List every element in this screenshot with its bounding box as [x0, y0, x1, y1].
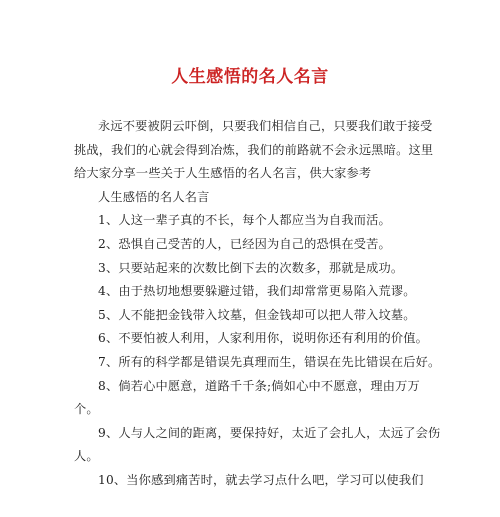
quote-item: 1、人这一辈子真的不长，每个人都应当为自我而活。: [98, 213, 391, 228]
section-heading: 人生感悟的名人名言: [98, 189, 210, 204]
document-title: 人生感悟的名人名言: [171, 67, 329, 87]
intro-paragraph: 永远不要被阴云吓倒，只要我们相信自己，只要我们敢于接受挑战，我们的心就会得到冶炼，我们的前路就不会永远黑暗。这里给大家分享一些关于人生感悟的名人名言，供大家参考: [74, 119, 434, 181]
quote-item: 4、由于热切地想要躲避过错，我们却常常更易陷入荒谬。: [98, 284, 416, 299]
quote-item: 9、人与人之间的距离，要保持好，太近了会扎人，太远了会伤人。: [74, 425, 441, 464]
quote-item: 6、不要怕被人利用，人家利用你，说明你还有利用的价值。: [98, 331, 429, 346]
quote-item: 10、当你感到痛苦时，就去学习点什么吧，学习可以使我们: [98, 472, 424, 487]
quote-item: 2、恐惧自己受苦的人，已经因为自己的恐惧在受苦。: [98, 236, 391, 251]
quote-item: 5、人不能把金钱带入坟墓，但金钱却可以把人带入坟墓。: [98, 307, 416, 322]
document-body: [74, 115, 441, 493]
quote-item: 7、所有的科学都是错误先真理而生，错误在先比错误在后好。: [98, 354, 441, 369]
quote-item: 8、倘若心中愿意，道路千千条;倘如心中不愿意，理由万万个。: [74, 378, 420, 417]
quote-item: 3、只要站起来的次数比倒下去的次数多，那就是成功。: [98, 260, 404, 275]
